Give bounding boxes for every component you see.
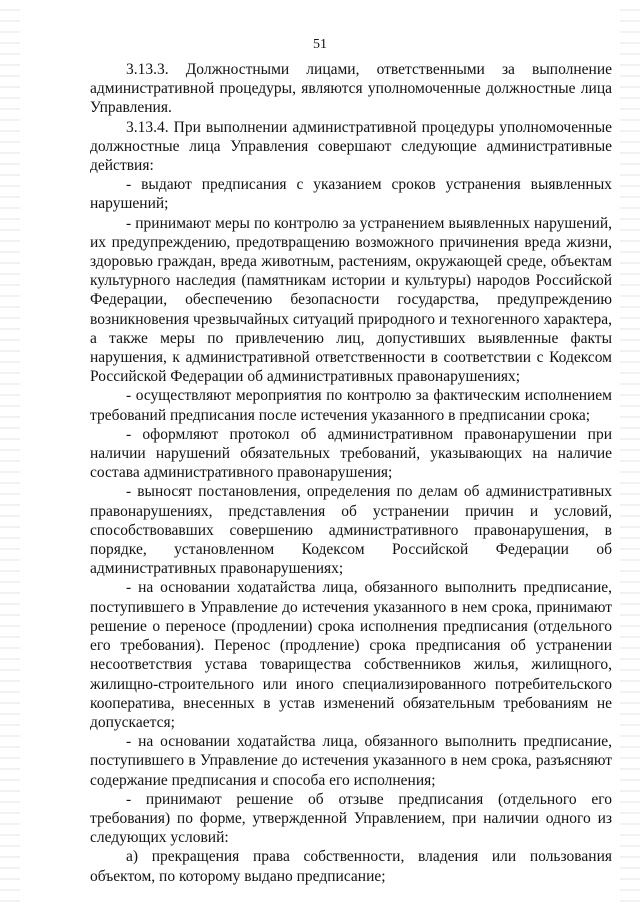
sub-item-a: а) прекращения права собственности, владения или пользования объектом, по которому выдано предписание; <box>90 848 612 885</box>
list-item-extend-deadline: - на основании ходатайства лица, обязанного выполнить предписание, поступившего в Управление до истечения указанного в нем срока, принимают решение о переносе (продлении) срока исполнения предписания (отдельного его требования). Перенос (продление) срока предписания об устранении несоответствия устава товарищества собственников жилья, жилищного, жилищно-строительного или иного специализированного потребительского кооператива, внесенных в устав изменений обязательным требованиям не допускается; <box>90 579 612 731</box>
paragraph-3-13-3: 3.13.3. Должностными лицами, ответственными за выполнение административной процедуры, являются уполномоченные должностные лица Управления. <box>90 61 612 117</box>
page-number: 51 <box>313 37 327 52</box>
scan-margin-right <box>620 0 640 905</box>
scan-margin-left <box>0 0 20 905</box>
list-item-draw-protocol: - оформляют протокол об административном правонарушении при наличии нарушений обязательных требований, указывающих на наличие состава административного правонарушения; <box>90 425 612 482</box>
list-item-clarify-order: - на основании ходатайства лица, обязанного выполнить предписание, поступившего в Управление до истечения указанного в нем срока, разъясняют содержание предписания и способа его исполнения; <box>90 733 612 789</box>
list-item-take-measures: - принимают меры по контролю за устранением выявленных нарушений, их предупреждению, предотвращению возможного причинения вреда жизни, здоровью граждан, вреда животным, растениям, окружающей среде, объектам культурного наследия (памятникам истории и культуры) народов Российской Федерации, обеспечению безопасности государства, предупреждению возникновения чрезвычайных ситуаций природного и техногенного характера, а также меры по привлечению лиц, допустивших выявленные факты нарушения, к административной ответственности в соответствии с Кодексом Российской Федерации об административных правонарушениях; <box>90 214 612 386</box>
list-item-revoke-order: - принимают решение об отзыве предписания (отдельного его требования) по форме, утвержденной Управлением, при наличии одного из следующих условий: <box>90 790 612 847</box>
document-body <box>90 60 612 886</box>
list-item-issue-orders: - выдают предписания с указанием сроков устранения выявленных нарушений; <box>90 176 612 213</box>
list-item-issue-rulings: - выносят постановления, определения по делам об административных правонарушениях, представления об устранении причин и условий, способствовавших совершению административного правонарушения, в порядке, установленном Кодексом Российской Федерации об административных правонарушениях; <box>90 483 612 578</box>
list-item-monitor-execution: - осуществляют мероприятия по контролю за фактическим исполнением требований предписания после истечения указанного в предписании срока; <box>90 387 612 424</box>
paragraph-3-13-4: 3.13.4. При выполнении административной процедуры уполномоченные должностные лица Управления совершают следующие административные действия: <box>90 118 612 175</box>
